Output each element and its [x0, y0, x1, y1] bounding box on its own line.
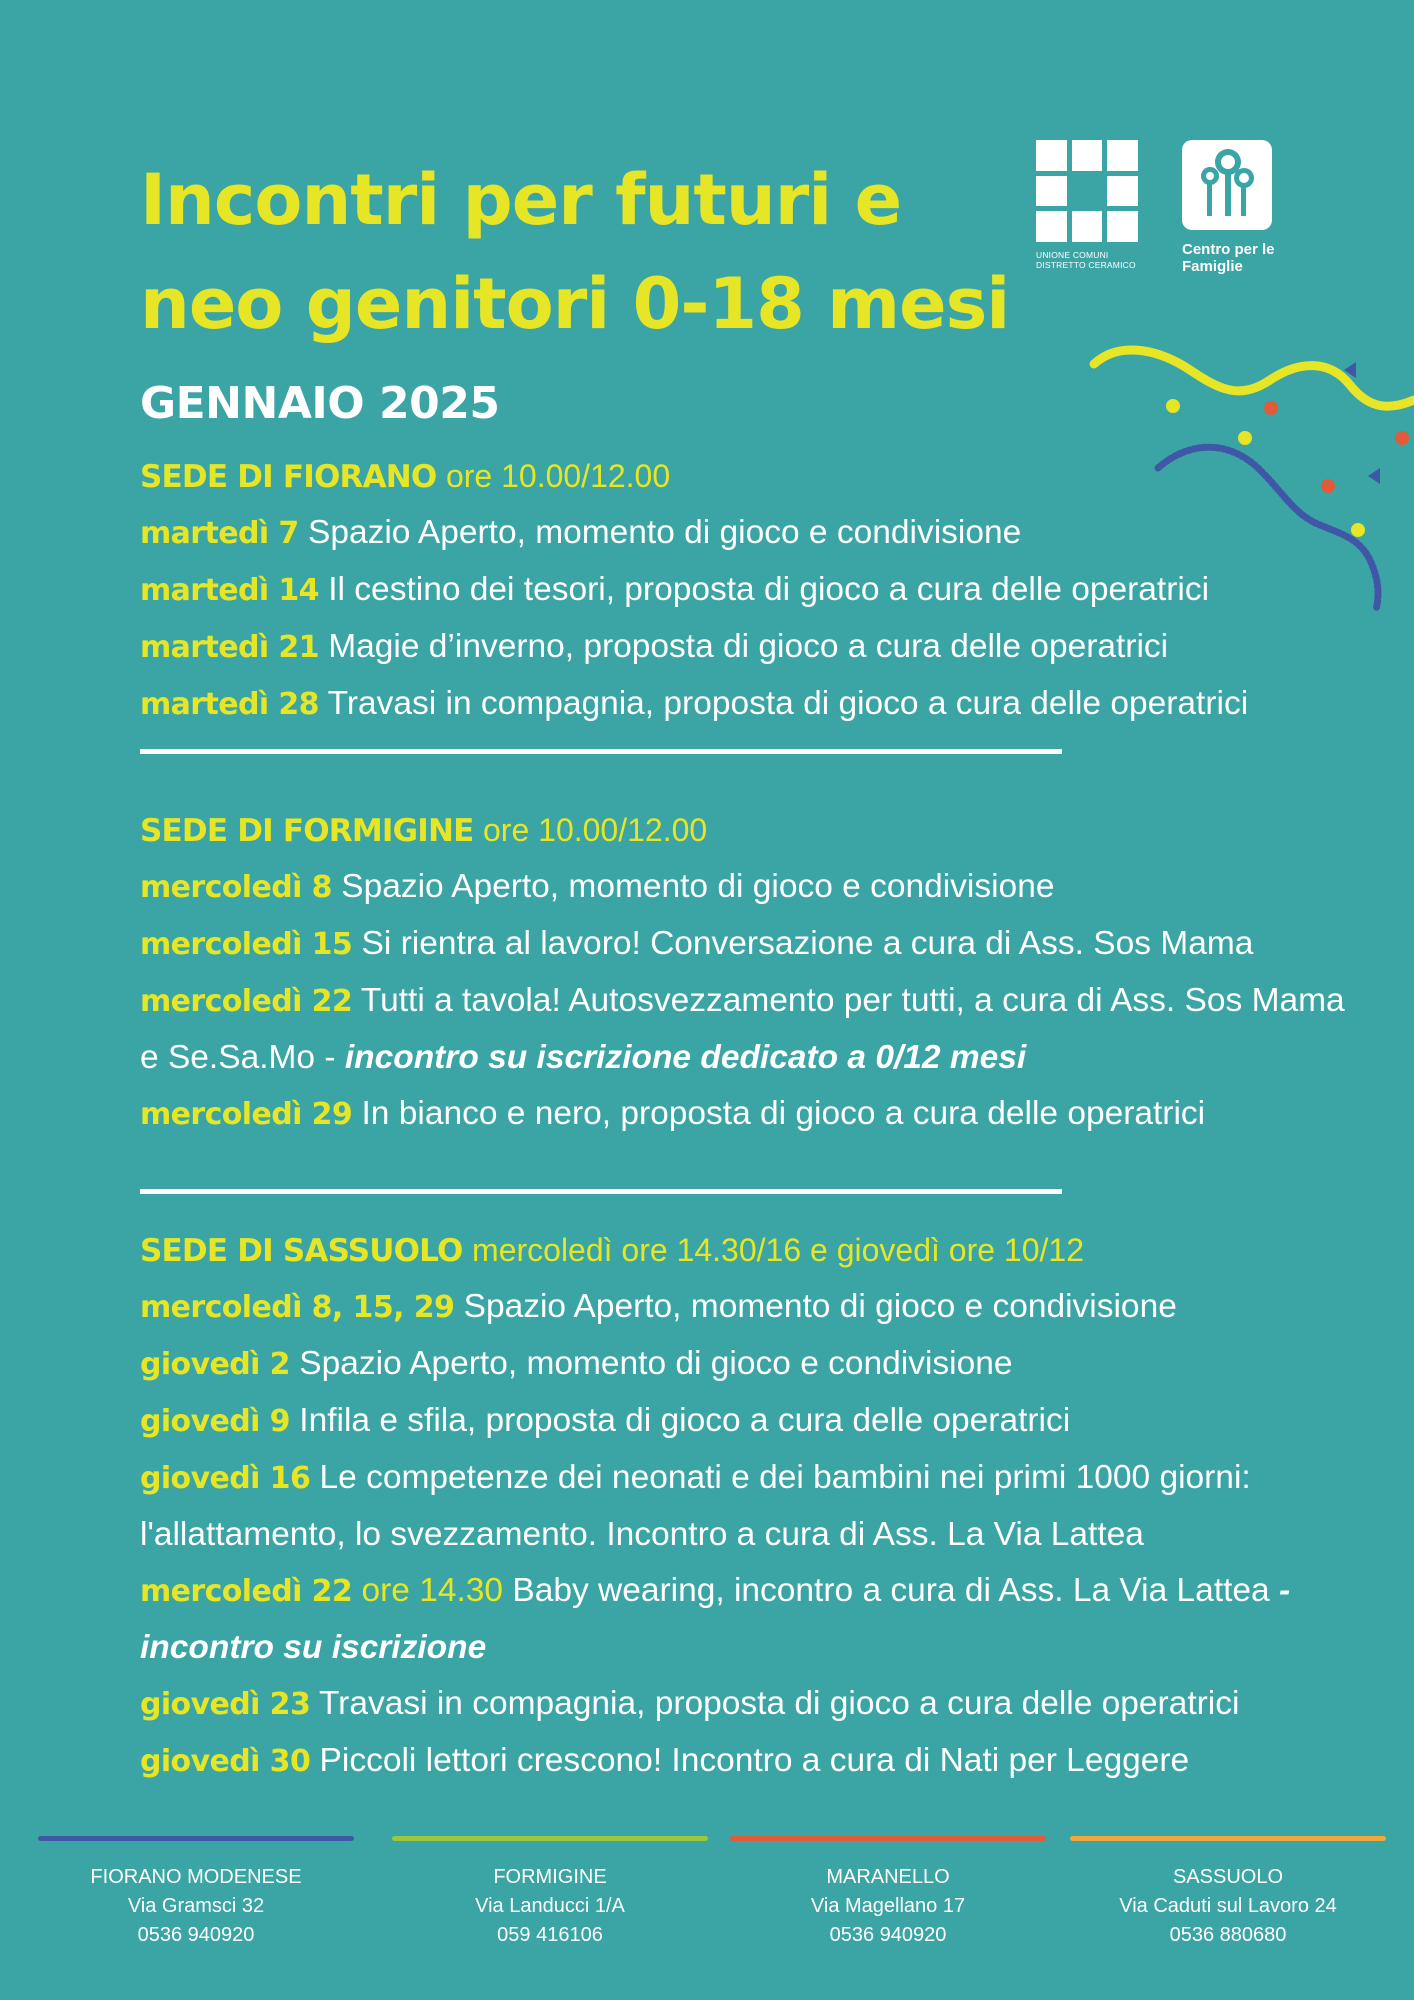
event-day: martedì 28 — [140, 687, 319, 722]
contact-phone: 0536 940920 — [829, 1924, 947, 1946]
contact-sassuolo — [1070, 1836, 1386, 1950]
event-text: Si rientra al lavoro! Conversazione a cura di Ass. Sos Mama — [361, 925, 1254, 962]
contact-phone: 0536 880680 — [1169, 1924, 1287, 1946]
trees-icon — [1182, 140, 1272, 230]
event-day: giovedì 30 — [140, 1744, 311, 1779]
event-text: Spazio Aperto, momento di gioco e condivisione — [341, 868, 1055, 905]
unione-comuni-logo — [1036, 140, 1146, 270]
footer-contacts — [0, 1836, 1414, 1956]
event-text: Travasi in compagnia, proposta di gioco a cura delle operatrici — [327, 685, 1249, 722]
event-text: Piccoli lettori crescono! Incontro a cura di Nati per Leggere — [319, 1742, 1190, 1779]
event-row — [140, 1733, 1390, 1790]
sede-formigine-title: SEDE DI FORMIGINE — [140, 813, 474, 849]
title-line-2: neo genitori 0-18 mesi — [140, 263, 1010, 345]
event-day: martedì 21 — [140, 630, 319, 665]
event-day: mercoledì 29 — [140, 1097, 353, 1132]
event-text: Infila e sfila, proposta di gioco a cura delle operatrici — [299, 1402, 1071, 1439]
event-row — [140, 916, 1390, 973]
event-text: Spazio Aperto, momento di gioco e condivisione — [299, 1345, 1013, 1382]
event-row — [140, 973, 1360, 1086]
sede-formigine-hours: ore 10.00/12.00 — [483, 812, 708, 848]
divider — [140, 749, 1062, 754]
centro-label-2: Famiglie — [1182, 258, 1243, 275]
event-row — [140, 1086, 1390, 1143]
color-bar — [730, 1836, 1046, 1841]
unione-grid-icon — [1036, 140, 1138, 242]
event-row — [140, 562, 1390, 619]
contact-phone: 059 416106 — [497, 1924, 603, 1946]
centro-label-1: Centro per le — [1182, 241, 1275, 258]
sede-sassuolo-title: SEDE DI SASSUOLO — [140, 1233, 463, 1269]
page-title — [140, 148, 1020, 356]
event-row — [140, 1336, 1390, 1393]
contact-formigine — [392, 1836, 708, 1950]
contact-address: Via Gramsci 32 — [127, 1895, 265, 1917]
event-day: mercoledì 8, 15, 29 — [140, 1290, 455, 1325]
event-note: - incontro su iscrizione — [140, 1572, 1291, 1666]
event-text: In bianco e nero, proposta di gioco a cura delle operatrici — [361, 1095, 1206, 1132]
contact-address: Via Landucci 1/A — [475, 1895, 625, 1917]
divider — [140, 1189, 1062, 1194]
section-fiorano — [140, 448, 1390, 733]
contact-name: MARANELLO — [826, 1866, 950, 1888]
contact-name: FIORANO MODENESE — [90, 1866, 302, 1888]
contact-address: Via Caduti sul Lavoro 24 — [1119, 1895, 1337, 1917]
event-row — [140, 1279, 1390, 1336]
event-day: giovedì 23 — [140, 1687, 311, 1722]
month-heading: GENNAIO 2025 — [140, 378, 500, 429]
event-row — [140, 859, 1390, 916]
contact-address: Via Magellano 17 — [810, 1895, 966, 1917]
contact-name: SASSUOLO — [1172, 1866, 1284, 1888]
event-text: Baby wearing, incontro a cura di Ass. La Via Lattea — [512, 1572, 1270, 1609]
event-day: giovedì 9 — [140, 1404, 290, 1439]
event-row — [140, 676, 1390, 733]
contact-fiorano — [38, 1836, 354, 1950]
sede-sassuolo-hours: mercoledì ore 14.30/16 e giovedì ore 10/12 — [472, 1232, 1084, 1268]
event-row — [140, 619, 1390, 676]
contact-maranello — [730, 1836, 1046, 1950]
color-bar — [392, 1836, 708, 1841]
contact-name: FORMIGINE — [493, 1866, 607, 1888]
event-text: Spazio Aperto, momento di gioco e condivisione — [307, 514, 1022, 551]
event-text: Le competenze dei neonati e dei bambini nei primi 1000 giorni: l'allattamento, lo svezzamento. Incontro a cura di Ass. La Via Lattea — [140, 1459, 1251, 1553]
event-row — [140, 1393, 1390, 1450]
event-row — [140, 1676, 1390, 1733]
event-row — [140, 1563, 1380, 1676]
unione-caption-1: UNIONE COMUNI — [1036, 250, 1109, 260]
section-sassuolo — [140, 1222, 1390, 1790]
title-line-1: Incontri per futuri e — [140, 159, 902, 241]
sede-fiorano-hours: ore 10.00/12.00 — [445, 458, 671, 494]
event-row — [140, 1450, 1380, 1563]
event-text: Tutti a tavola! Autosvezzamento per tutti, a cura di Ass. Sos Mama e Se.Sa.Mo - — [140, 982, 1345, 1076]
event-note: incontro su iscrizione dedicato a 0/12 mesi — [344, 1039, 1027, 1076]
event-text: Il cestino dei tesori, proposta di gioco a cura delle operatrici — [328, 571, 1210, 608]
event-day: giovedì 2 — [140, 1347, 290, 1382]
event-day: mercoledì 22 — [140, 1574, 353, 1609]
event-day: martedì 7 — [140, 516, 299, 551]
color-bar — [38, 1836, 354, 1841]
event-day: martedì 14 — [140, 573, 319, 608]
event-day: mercoledì 22 — [140, 984, 353, 1019]
unione-caption-2: DISTRETTO CERAMICO — [1036, 260, 1136, 270]
event-text: Spazio Aperto, momento di gioco e condivisione — [463, 1288, 1177, 1325]
sede-fiorano-title: SEDE DI FIORANO — [140, 459, 437, 495]
section-formigine — [140, 802, 1390, 1143]
event-row — [140, 505, 1390, 562]
event-day: mercoledì 15 — [140, 927, 353, 962]
logos — [1036, 140, 1276, 280]
event-day: mercoledì 8 — [140, 870, 332, 905]
event-text: Travasi in compagnia, proposta di gioco a cura delle operatrici — [318, 1685, 1240, 1722]
centro-famiglie-logo — [1182, 140, 1282, 275]
event-text: Magie d’inverno, proposta di gioco a cura delle operatrici — [328, 628, 1169, 665]
event-time: ore 14.30 — [361, 1572, 504, 1609]
event-day: giovedì 16 — [140, 1461, 311, 1496]
contact-phone: 0536 940920 — [137, 1924, 255, 1946]
color-bar — [1070, 1836, 1386, 1841]
